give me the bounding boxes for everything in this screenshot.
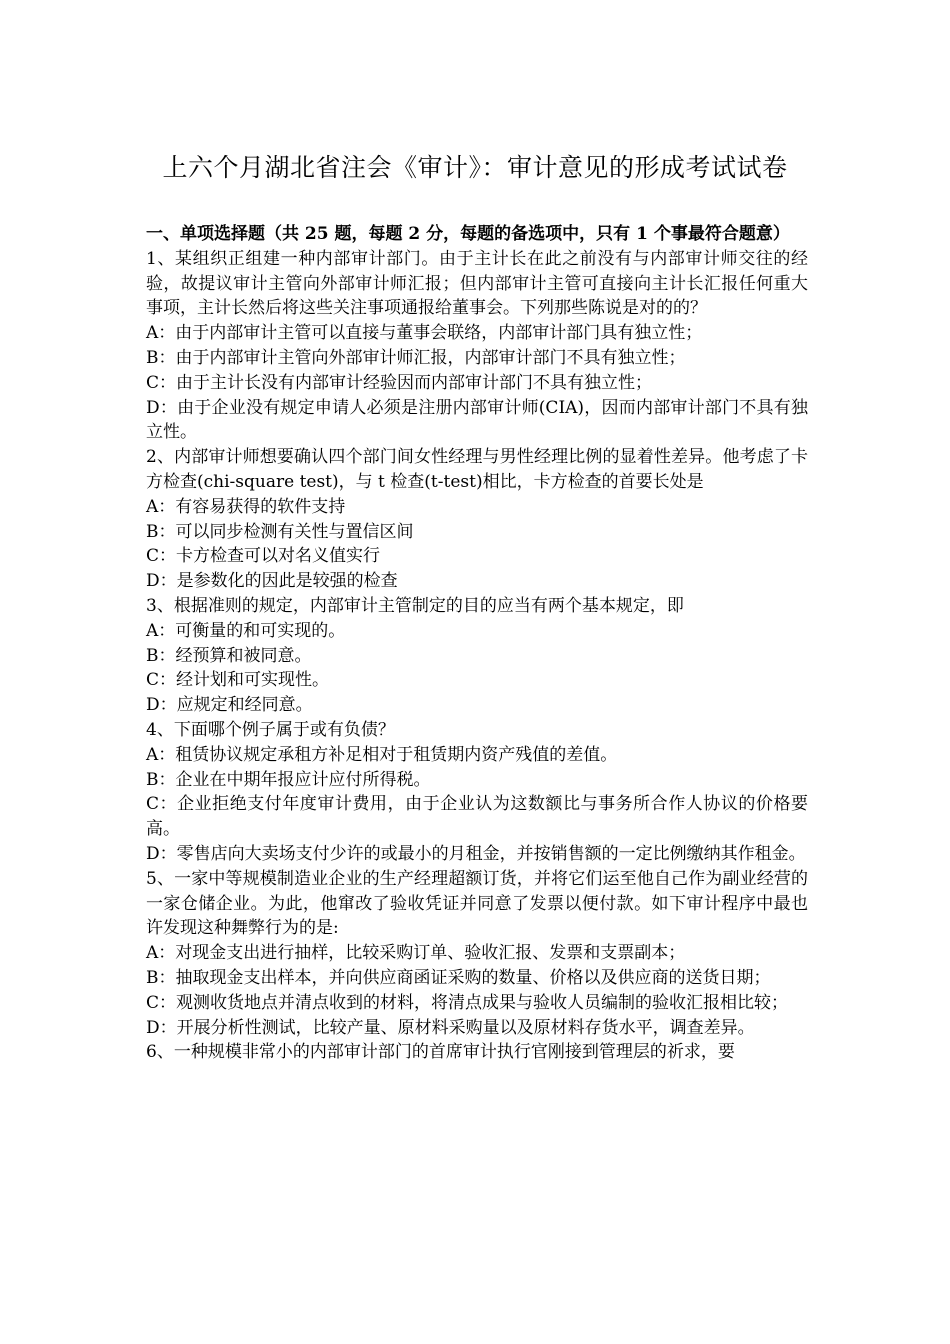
question-6	[146, 1040, 808, 1065]
option-b: B：企业在中期年报应计应付所得税。	[146, 769, 431, 790]
option-b: B：经预算和被同意。	[146, 645, 312, 666]
option-d: D：开展分析性测试，比较产量、原材料采购量以及原材料存货水平，调查差异。	[146, 1017, 755, 1038]
option-d: D：零售店向大卖场支付少许的或最小的月租金，并按销售额的一定比例缴纳其作租金。	[146, 843, 806, 864]
option-a: A：对现金支出进行抽样，比较采购订单、验收汇报、发票和支票副本；	[146, 943, 686, 964]
question-stem: 6、一种规模非常小的内部审计部门的首席审计执行官刚接到管理层的祈求，要	[146, 1042, 735, 1063]
option-c: C：经计划和可实现性。	[146, 670, 330, 691]
option-d: D：是参数化的因此是较强的检查	[146, 571, 398, 592]
option-c: C：观测收货地点并清点收到的材料，将清点成果与验收人员编制的验收汇报相比较；	[146, 992, 789, 1013]
option-b: B：抽取现金支出样本，并向供应商函证采购的数量、价格以及供应商的送货日期；	[146, 967, 771, 988]
question-stem: 1、某组织正组建一种内部审计部门。由于主计长在此之前没有与内部审计师交往的经验，故提议审计主管向外部审计师汇报；但内部审计主管可直接向主计长汇报任何重大事项，主计长然后将这些关注事项通报给董事会。下列那些陈说是对的的？	[146, 248, 808, 319]
option-d: D：由于企业没有规定申请人必须是注册内部审计师(CIA)，因而内部审计部门不具有独立性。	[146, 397, 808, 443]
document-title: 上六个月湖北省注会《审计》：审计意见的形成考试试卷	[162, 153, 788, 182]
option-b: B：由于内部审计主管向外部审计师汇报，内部审计部门不具有独立性；	[146, 347, 686, 368]
section-heading: 一、单项选择题（共 25 题，每题 2 分，每题的备选项中，只有 1 个事最符合题意）	[146, 224, 790, 244]
question-4	[146, 718, 808, 867]
question-stem: 5、一家中等规模制造业企业的生产经理超额订货，并将它们运至他自己作为副业经营的一家仓储企业。为此，他窜改了验收凭证并同意了发票以便付款。如下审计程序中最也许发现这种舞弊行为的是:	[146, 868, 808, 939]
question-2	[146, 445, 808, 594]
option-c: C：卡方检查可以对名义值实行	[146, 546, 381, 567]
option-a: A：可衡量的和可实现的。	[146, 620, 346, 641]
question-stem: 4、下面哪个例子属于或有负债？	[146, 719, 395, 740]
question-5	[146, 867, 808, 1041]
option-c: C：企业拒绝支付年度审计费用，由于企业认为这数额比与事务所合作人协议的价格要高。	[146, 794, 808, 840]
option-b: B：可以同步检测有关性与置信区间	[146, 521, 414, 542]
question-stem: 2、内部审计师想要确认四个部门间女性经理与男性经理比例的显着性差异。他考虑了卡方检查(chi-square test)，与 t 检查(t-test)相比，卡方检查的首要长处是	[146, 447, 808, 492]
option-a: A：由于内部审计主管可以直接与董事会联络，内部审计部门具有独立性；	[146, 323, 703, 344]
question-1	[146, 247, 808, 445]
option-c: C：由于主计长没有内部审计经验因而内部审计部门不具有独立性；	[146, 372, 653, 393]
option-a: A：租赁协议规定承租方补足相对于租赁期内资产残值的差值。	[146, 744, 618, 765]
document-body	[146, 222, 808, 1065]
option-d: D：应规定和经同意。	[146, 695, 313, 716]
option-a: A：有容易获得的软件支持	[146, 496, 346, 517]
question-stem: 3、根据准则的规定，内部审计主管制定的目的应当有两个基本规定，即	[146, 595, 684, 616]
question-3	[146, 594, 808, 718]
